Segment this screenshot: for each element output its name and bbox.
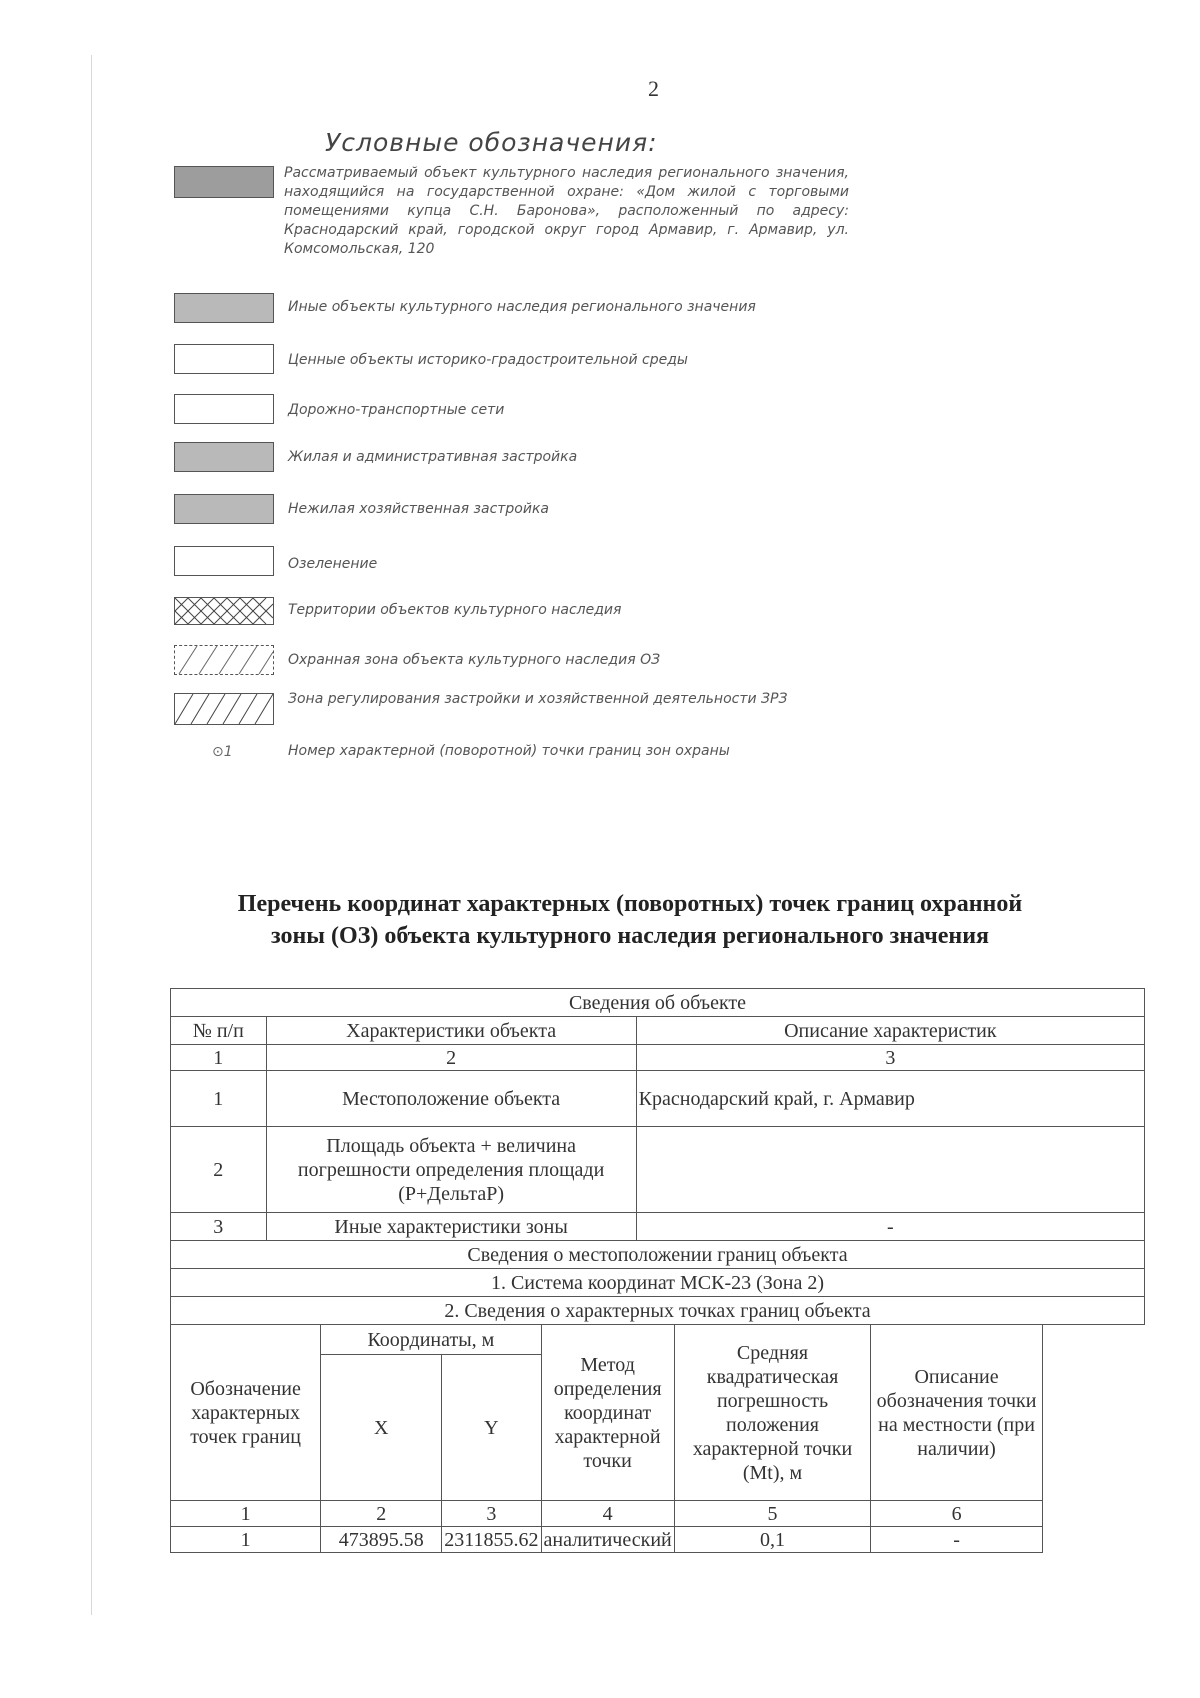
row-description: Краснодарский край, г. Армавир (636, 1071, 1144, 1127)
table-row (171, 1325, 1145, 1355)
points-col-number: 6 (871, 1501, 1043, 1527)
table-row (171, 989, 1145, 1017)
table-row (171, 1241, 1145, 1269)
point-error: 0,1 (674, 1527, 871, 1553)
row-number: 1 (171, 1071, 267, 1127)
col-number: 2 (266, 1045, 636, 1071)
point-method: аналитический (541, 1527, 674, 1553)
table-row (171, 1269, 1145, 1297)
table-row (171, 1127, 1145, 1213)
points-col-number: 3 (442, 1501, 541, 1527)
table-row (171, 1527, 1145, 1553)
row-description (636, 1127, 1144, 1213)
table-filler (1042, 1325, 1144, 1501)
point-x: 473895.58 (321, 1527, 442, 1553)
crosshatch-pattern-swatch (174, 597, 274, 625)
coord-system: 1. Система координат МСК-23 (Зона 2) (171, 1269, 1145, 1297)
points-col-number: 2 (321, 1501, 442, 1527)
point-y: 2311855.62 (442, 1527, 541, 1553)
legend-label: Дорожно-транспортные сети (288, 402, 505, 418)
points-header-coords: Координаты, м (321, 1325, 541, 1355)
table-row (171, 1017, 1145, 1045)
dense-hatch-pattern-swatch (174, 693, 274, 725)
point-marker-number: 1 (223, 744, 233, 760)
legend-swatch-gray (174, 293, 274, 323)
col-number: 1 (171, 1045, 267, 1071)
legend-label: Нежилая хозяйственная застройка (288, 501, 550, 517)
legend-title: Условные обозначения: (325, 128, 658, 157)
row-characteristic: Площадь объекта + величина погрешности определения площади (Р+ДельтаР) (266, 1127, 636, 1213)
row-number: 3 (171, 1213, 267, 1241)
col-header-characteristic: Характеристики объекта (266, 1017, 636, 1045)
row-description: - (636, 1213, 1144, 1241)
legend-label: Иные объекты культурного наследия регионального значения (288, 299, 756, 315)
point-description: - (871, 1527, 1043, 1553)
points-header-x: X (321, 1355, 442, 1501)
points-header-description: Описание обозначения точки на местности (при наличии) (871, 1325, 1043, 1501)
points-header-y: Y (442, 1355, 541, 1501)
legend-label: Номер характерной (поворотной) точки границ зон охраны (288, 743, 730, 759)
legend-swatch-gray (174, 494, 274, 524)
legend-swatch-gray (174, 442, 274, 472)
legend-swatch-white (174, 546, 274, 576)
row-number: 2 (171, 1127, 267, 1213)
points-col-number: 4 (541, 1501, 674, 1527)
legend-swatch-white (174, 394, 274, 424)
points-col-number: 5 (674, 1501, 871, 1527)
col-header-description: Описание характеристик (636, 1017, 1144, 1045)
legend-label: Ценные объекты историко-градостроительной среды (288, 352, 688, 368)
object-info-title: Сведения об объекте (171, 989, 1145, 1017)
coordinates-table (170, 988, 1145, 1553)
page-margin-line (91, 55, 92, 1615)
legend-label: Озеленение (288, 556, 378, 572)
table-filler (1042, 1501, 1144, 1527)
points-title: 2. Сведения о характерных точках границ объекта (171, 1297, 1145, 1325)
point-marker-icon: ⊙1 (212, 744, 233, 760)
page-number: 2 (648, 76, 659, 101)
table-filler (1042, 1527, 1144, 1553)
legend-label: Территории объектов культурного наследия (288, 602, 622, 618)
legend-label: Зона регулирования застройки и хозяйственной деятельности ЗРЗ (288, 691, 788, 707)
row-characteristic: Иные характеристики зоны (266, 1213, 636, 1241)
point-designation: 1 (171, 1527, 321, 1553)
heading-line-2: зоны (ОЗ) объекта культурного наследия регионального значения (270, 923, 990, 949)
points-header-error: Средняя квадратическая погрешность положения характерной точки (Mt), м (674, 1325, 871, 1501)
points-col-number: 1 (171, 1501, 321, 1527)
heading-line-1: Перечень координат характерных (поворотных) точек границ охранной (237, 891, 1023, 917)
table-row (171, 1071, 1145, 1127)
table-row (171, 1501, 1145, 1527)
col-number: 3 (636, 1045, 1144, 1071)
legend-swatch-dark-gray (174, 166, 274, 198)
col-header-number: № п/п (171, 1017, 267, 1045)
sparse-hatch-pattern-swatch (174, 645, 274, 675)
legend-swatch-white (174, 344, 274, 374)
table-row (171, 1297, 1145, 1325)
legend-label: Жилая и административная застройка (288, 449, 578, 465)
legend-label: Охранная зона объекта культурного наследия ОЗ (288, 652, 661, 668)
points-header-designation: Обозначение характерных точек границ (171, 1325, 321, 1501)
table-row (171, 1213, 1145, 1241)
document-heading (150, 888, 1110, 952)
row-characteristic: Местоположение объекта (266, 1071, 636, 1127)
location-title: Сведения о местоположении границ объекта (171, 1241, 1145, 1269)
legend-label: Рассматриваемый объект культурного наследия регионального значения, находящийся на государственной охране: «Дом жилой с торговыми помещениями купца С.Н. Баронова», расположенный по адресу: Краснодарский край, городской округ город Армавир, г. Армавир, ул. Комсомольская, 120 (284, 165, 849, 257)
points-header-method: Метод определения координат характерной точки (541, 1325, 674, 1501)
table-row (171, 1045, 1145, 1071)
